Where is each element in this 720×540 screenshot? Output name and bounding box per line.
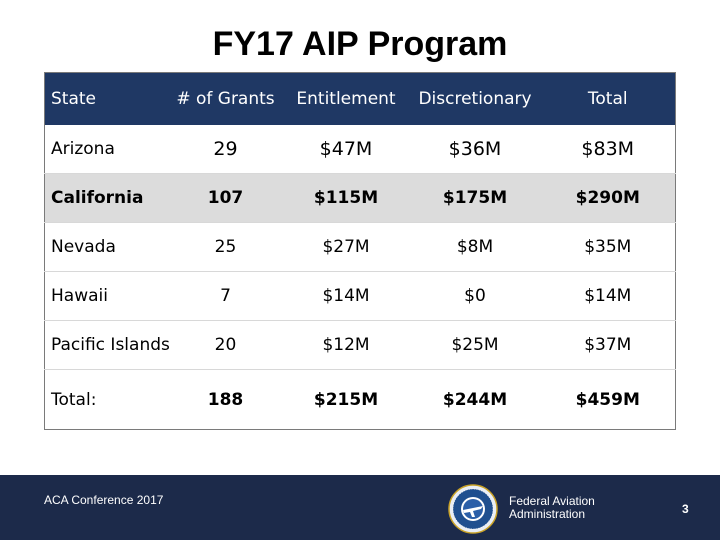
header-discretionary: Discretionary — [410, 73, 541, 126]
cell-total: $290M — [541, 174, 676, 223]
table-row — [45, 174, 676, 223]
cell-state: California — [45, 174, 169, 223]
cell-grants: 188 — [169, 370, 283, 430]
aip-program-table — [44, 72, 676, 430]
table-header-row — [45, 73, 676, 126]
cell-total: $459M — [541, 370, 676, 430]
cell-grants: 20 — [169, 321, 283, 370]
cell-entitlement: $115M — [283, 174, 410, 223]
cell-grants: 25 — [169, 223, 283, 272]
cell-discretionary: $25M — [410, 321, 541, 370]
cell-total: $35M — [541, 223, 676, 272]
cell-entitlement: $12M — [283, 321, 410, 370]
slide-title: FY17 AIP Program — [212, 25, 508, 63]
header-total: Total — [541, 73, 676, 126]
cell-grants: 7 — [169, 272, 283, 321]
cell-discretionary: $0 — [410, 272, 541, 321]
cell-state: Arizona — [51, 139, 115, 159]
table-row — [45, 223, 676, 272]
cell-discretionary: $175M — [410, 174, 541, 223]
table-row — [45, 125, 676, 174]
cell-discretionary: $36M — [448, 138, 502, 160]
table-row — [45, 321, 676, 370]
agency-name-line2: Administration — [509, 507, 586, 521]
cell-total: $14M — [541, 272, 676, 321]
faa-seal-icon — [448, 484, 498, 534]
cell-state: Pacific Islands — [45, 321, 169, 370]
cell-grants: 107 — [169, 174, 283, 223]
cell-state: Hawaii — [45, 272, 169, 321]
cell-total: $37M — [541, 321, 676, 370]
cell-entitlement: $14M — [283, 272, 410, 321]
cell-entitlement: $47M — [319, 138, 373, 160]
agency-name-line1: Federal Aviation — [509, 494, 595, 508]
cell-state: Total: — [45, 370, 169, 430]
cell-entitlement: $27M — [283, 223, 410, 272]
footer-bar — [0, 475, 720, 540]
page-number: 3 — [682, 502, 689, 516]
cell-total: $83M — [581, 138, 635, 160]
header-grants: # of Grants — [169, 73, 283, 126]
header-state: State — [45, 73, 169, 126]
header-entitlement: Entitlement — [283, 73, 410, 126]
cell-grants: 29 — [213, 138, 238, 160]
table-row — [45, 272, 676, 321]
cell-state: Nevada — [45, 223, 169, 272]
conference-label: ACA Conference 2017 — [44, 493, 164, 507]
cell-discretionary: $244M — [410, 370, 541, 430]
agency-name — [509, 495, 595, 521]
cell-entitlement: $215M — [283, 370, 410, 430]
table-total-row — [45, 370, 676, 430]
cell-discretionary: $8M — [410, 223, 541, 272]
